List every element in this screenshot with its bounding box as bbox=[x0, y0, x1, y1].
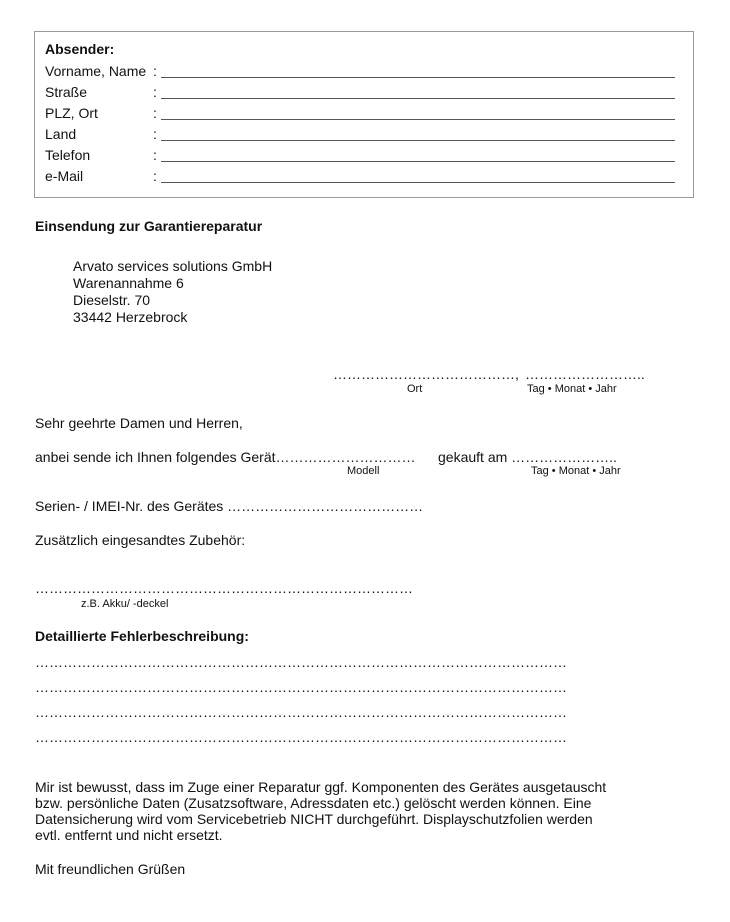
fault-line[interactable]: …………………………………………………………………………………………………… bbox=[35, 704, 567, 720]
fault-line[interactable]: …………………………………………………………………………………………………… bbox=[35, 679, 567, 695]
sender-field-name[interactable] bbox=[45, 63, 675, 84]
field-label: PLZ, Ort bbox=[45, 105, 98, 121]
place-line[interactable]: …………………………………, bbox=[333, 366, 519, 382]
disclaimer-line: bzw. persönliche Daten (Zusatzsoftware, Adressdaten etc.) gelöscht werden können. Eine bbox=[35, 795, 592, 811]
fault-heading: Detaillierte Fehlerbeschreibung: bbox=[35, 628, 249, 644]
fault-line[interactable]: …………………………………………………………………………………………………… bbox=[35, 729, 567, 745]
accessories-line[interactable]: ……………………………………………………………………… bbox=[35, 580, 413, 596]
recipient-company: Arvato services solutions GmbH bbox=[73, 258, 273, 274]
sender-field-phone[interactable] bbox=[45, 147, 675, 168]
field-colon: : bbox=[153, 63, 157, 79]
field-label: Telefon bbox=[45, 147, 91, 163]
field-label: Land bbox=[45, 126, 77, 142]
sender-field-email[interactable] bbox=[45, 168, 675, 189]
date-line[interactable]: …………………….. bbox=[525, 366, 645, 382]
street-input-line[interactable] bbox=[161, 98, 675, 99]
salutation: Sehr geehrte Damen und Herren, bbox=[35, 415, 243, 431]
field-colon: : bbox=[153, 84, 157, 100]
name-input-line[interactable] bbox=[161, 77, 675, 78]
email-input-line[interactable] bbox=[161, 182, 675, 183]
field-label: Vorname, Name bbox=[45, 63, 147, 79]
disclaimer-line: evtl. entfernt und nicht ersetzt. bbox=[35, 827, 223, 843]
field-colon: : bbox=[153, 168, 157, 184]
date-caption: Tag • Monat • Jahr bbox=[527, 383, 617, 395]
field-colon: : bbox=[153, 147, 157, 163]
place-caption: Ort bbox=[407, 383, 423, 395]
disclaimer-line: Datensicherung wird vom Servicebetrieb NICHT durchgeführt. Displayschutzfolien werden bbox=[35, 811, 593, 827]
sender-field-country[interactable] bbox=[45, 126, 675, 147]
recipient-department: Warenannahme 6 bbox=[73, 275, 184, 291]
zip-city-input-line[interactable] bbox=[161, 119, 675, 120]
field-label: Straße bbox=[45, 84, 88, 100]
accessories-label: Zusätzlich eingesandtes Zubehör: bbox=[35, 532, 246, 548]
field-colon: : bbox=[153, 126, 157, 142]
model-caption: Modell bbox=[347, 465, 380, 477]
sender-heading: Absender: bbox=[45, 41, 115, 57]
accessories-caption: z.B. Akku/ -deckel bbox=[81, 598, 169, 610]
country-input-line[interactable] bbox=[161, 140, 675, 141]
recipient-city: 33442 Herzebrock bbox=[73, 309, 188, 325]
sender-box bbox=[34, 31, 694, 198]
disclaimer-line: Mir ist bewusst, dass im Zuge einer Reparatur ggf. Komponenten des Gerätes ausgetauscht bbox=[35, 779, 607, 795]
fault-line[interactable]: …………………………………………………………………………………………………… bbox=[35, 654, 567, 670]
recipient-street: Dieselstr. 70 bbox=[73, 292, 151, 308]
purchase-date-line[interactable]: gekauft am ………………….. bbox=[438, 449, 617, 465]
sender-field-zip-city[interactable] bbox=[45, 105, 675, 126]
serial-number-line[interactable]: Serien- / IMEI-Nr. des Gerätes …………………………………… bbox=[35, 498, 424, 514]
page-title: Einsendung zur Garantiereparatur bbox=[35, 218, 263, 234]
device-sentence-prefix[interactable]: anbei sende ich Ihnen folgendes Gerät………………………… bbox=[35, 449, 416, 465]
closing: Mit freundlichen Grüßen bbox=[35, 861, 186, 877]
field-label: e-Mail bbox=[45, 168, 84, 184]
phone-input-line[interactable] bbox=[161, 161, 675, 162]
purchase-date-caption: Tag • Monat • Jahr bbox=[531, 465, 621, 477]
field-colon: : bbox=[153, 105, 157, 121]
sender-field-street[interactable] bbox=[45, 84, 675, 105]
